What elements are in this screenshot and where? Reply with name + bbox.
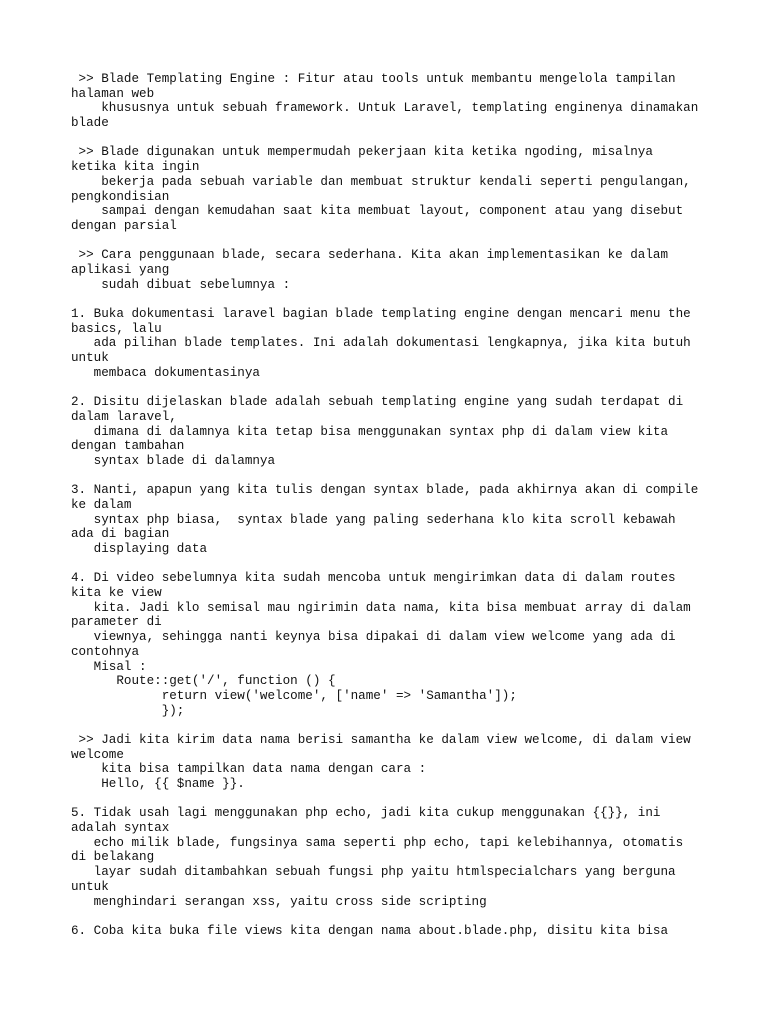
text-line: dimana di dalamnya kita tetap bisa menggunakan syntax php di dalam view kita [71,424,669,439]
text-line: dengan tambahan [71,439,185,454]
blank-line [71,909,701,924]
text-line: halaman web [71,86,155,101]
text-line: ada pilihan blade templates. Ini adalah dokumentasi lengkapnya, jika kita butuh [71,336,691,351]
text-line: 5. Tidak usah lagi menggunakan php echo, jadi kita cukup menggunakan {{}}, ini [71,806,661,821]
text-line: ada di bagian [71,527,170,542]
text-line: 3. Nanti, apapun yang kita tulis dengan syntax blade, pada akhirnya akan di compile [71,483,699,498]
text-line: bekerja pada sebuah variable dan membuat struktur kendali seperti pengulangan, [71,174,691,189]
text-line: 4. Di video sebelumnya kita sudah mencoba untuk mengirimkan data di dalam routes [71,571,676,586]
text-line: contohnya [71,644,140,659]
document-body [71,72,701,939]
text-line: pengkondisian [71,189,170,204]
text-line: 6. Coba kita buka file views kita dengan nama about.blade.php, disitu kita bisa [71,923,669,938]
text-line: syntax php biasa, syntax blade yang paling sederhana klo kita scroll kebawah [71,512,676,527]
text-line: echo milik blade, fungsinya sama seperti php echo, tapi kelebihannya, otomatis [71,835,684,850]
text-line: parameter di [71,615,162,630]
blank-line [71,469,701,484]
text-line: kita. Jadi klo semisal mau ngirimin data nama, kita bisa membuat array di dalam [71,600,691,615]
text-line: >> Jadi kita kirim data nama berisi samantha ke dalam view welcome, di dalam view [71,732,691,747]
text-line: Route::get('/', function () { [71,674,336,689]
blank-line [71,380,701,395]
text-line: khususnya untuk sebuah framework. Untuk Laravel, templating enginenya dinamakan [71,101,699,116]
text-line: viewnya, sehingga nanti keynya bisa dipakai di dalam view welcome yang ada di [71,630,676,645]
text-line: syntax blade di dalamnya [71,453,276,468]
blank-line [71,292,701,307]
blank-line [71,718,701,733]
text-line: aplikasi yang [71,262,170,277]
text-line: >> Blade Templating Engine : Fitur atau tools untuk membantu mengelola tampilan [71,72,676,86]
text-line: }); [71,703,185,718]
text-line: ke dalam [71,497,132,512]
text-line: return view('welcome', ['name' => 'Samantha']); [71,688,517,703]
text-line: dalam laravel, [71,409,177,424]
text-line: membaca dokumentasinya [71,365,260,380]
text-line: >> Blade digunakan untuk mempermudah pekerjaan kita ketika ngoding, misalnya [71,145,653,160]
text-line: ketika kita ingin [71,160,200,175]
text-line: >> Cara penggunaan blade, secara sederhana. Kita akan implementasikan ke dalam [71,248,669,263]
text-line: sudah dibuat sebelumnya : [71,277,291,292]
text-line: adalah syntax [71,821,170,836]
text-line: Misal : [71,659,147,674]
text-line: 1. Buka dokumentasi laravel bagian blade templating engine dengan mencari menu the [71,307,691,321]
blank-line [71,131,701,146]
text-line: kita bisa tampilkan data nama dengan cara : [71,762,427,777]
text-line: basics, lalu [71,321,162,336]
text-line: layar sudah ditambahkan sebuah fungsi php yaitu htmlspecialchars yang berguna [71,865,676,880]
text-line: Hello, {{ $name }}. [71,777,245,791]
text-line: di belakang [71,850,155,865]
blank-line [71,557,701,572]
blank-line [71,792,701,807]
text-line: blade [71,116,109,131]
blank-line [71,234,701,249]
text-line: sampai dengan kemudahan saat kita membuat layout, component atau yang disebut [71,204,684,219]
text-line: untuk [71,351,109,366]
text-line: menghindari serangan xss, yaitu cross side scripting [71,894,487,909]
text-line: untuk [71,879,109,894]
text-line: welcome [71,747,124,762]
text-line: displaying data [71,542,208,556]
text-line: dengan parsial [71,218,177,233]
text-line: 2. Disitu dijelaskan blade adalah sebuah templating engine yang sudah terdapat di [71,395,684,410]
text-line: kita ke view [71,586,162,601]
